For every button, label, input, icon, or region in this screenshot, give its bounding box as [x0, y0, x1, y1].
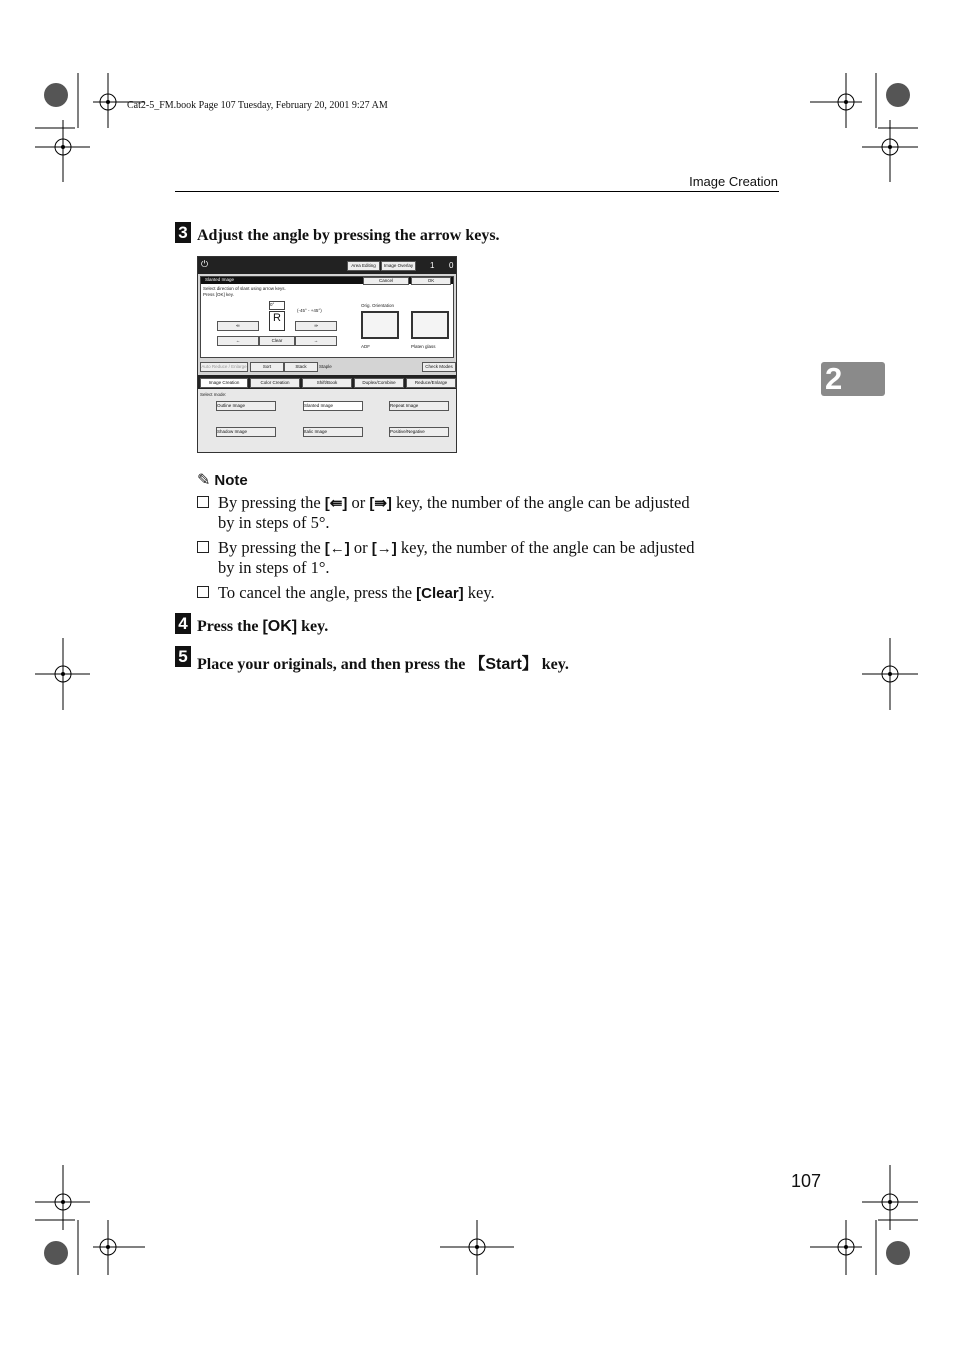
step-text: Press the [OK] key.	[197, 618, 329, 635]
chapter-number: 2	[825, 361, 843, 396]
copier-screen-illustration	[197, 256, 457, 453]
panel-title: Slanted Image	[205, 277, 235, 282]
cancel-button: Cancel	[363, 277, 409, 285]
tab-color-creation: Color Creation	[250, 378, 300, 388]
tab-duplex-combine: Duplex/Combine	[354, 378, 404, 388]
angle-range: (-45° - +45°)	[297, 308, 322, 313]
instruction-line-1: Select direction of slant using arrow keys.	[203, 286, 286, 291]
key-arrow-left-5: [⇚]	[324, 495, 348, 512]
stack-button: Stack	[284, 362, 318, 372]
mode-selection-area	[198, 389, 456, 452]
step-number: 5	[175, 646, 191, 667]
step-number: 3	[175, 222, 191, 243]
tab-image-creation: Image Creation	[200, 378, 248, 388]
r-letter-icon: R	[269, 311, 285, 331]
orig-orientation-label: Orig. Orientation	[361, 303, 395, 308]
image-overlay-button: Image Overlay	[381, 261, 416, 271]
chapter-tab	[821, 362, 885, 396]
platen-orientation-icon	[411, 311, 449, 339]
checkbox-icon	[197, 586, 209, 598]
italic-image-button: Italic Image	[303, 427, 363, 437]
key-arrow-right-5: [⇛]	[369, 495, 392, 512]
counter-left: 1	[430, 261, 435, 270]
shadow-image-button: Shadow Image	[216, 427, 276, 437]
platen-label: Platen glass	[411, 344, 436, 349]
running-head: Image Creation	[689, 174, 778, 189]
arrow-left-1-button: ←	[217, 336, 259, 346]
adf-label: ADF	[361, 344, 370, 349]
arrow-left-5-button: ⇚	[217, 321, 259, 331]
ok-button: OK	[411, 277, 451, 285]
step-number: 4	[175, 613, 191, 634]
arrow-right-1-button: →	[295, 336, 337, 346]
slanted-image-panel	[200, 276, 454, 358]
repeat-image-button: Repeat Image	[389, 401, 449, 411]
checkbox-icon	[197, 541, 209, 553]
power-icon: ⏻	[201, 259, 209, 269]
note-title: Note	[214, 472, 248, 489]
counter-right: 0	[449, 261, 454, 270]
pencil-icon: ✎	[197, 472, 211, 489]
key-arrow-left-1: [←]	[324, 540, 350, 557]
select-mode-label: Select mode:	[200, 392, 227, 397]
adf-orientation-icon	[361, 311, 399, 339]
check-modes-button: Check Modes	[422, 362, 456, 372]
page-number: 107	[791, 1171, 822, 1191]
outline-image-button: Outline Image	[216, 401, 276, 411]
key-arrow-right-1: [→]	[371, 540, 397, 557]
print-info-line: Cat2-5_FM.book Page 107 Tuesday, February 20, 2001 9:27 AM	[127, 100, 388, 111]
note-item: By pressing the [←] or [→] key, the number of the angle can be adjusted by in steps of 1°.	[197, 538, 779, 558]
angle-value: 0°	[269, 301, 285, 310]
arrow-right-5-button: ⇛	[295, 321, 337, 331]
checkbox-icon	[197, 496, 209, 508]
area-editing-button: Area Editing	[347, 261, 380, 271]
slanted-image-button: Slanted Image	[303, 401, 363, 411]
step-text: Adjust the angle by pressing the arrow keys.	[197, 227, 500, 244]
header-rule	[175, 191, 779, 192]
step-text: Place your originals, and then press the 【Start】 key.	[197, 656, 569, 673]
sort-button: Sort	[250, 362, 284, 372]
screen-tab-bar	[198, 375, 456, 389]
staple-label: Staple	[319, 364, 332, 369]
auto-reduce-button: Auto Reduce / Enlarge	[200, 362, 248, 372]
instruction-line-2: Press [OK] key.	[203, 292, 234, 297]
note-item: By pressing the [⇚] or [⇛] key, the number of the angle can be adjusted by in steps of 5°.	[197, 493, 779, 513]
key-clear: [Clear]	[416, 585, 464, 602]
key-ok: [OK]	[262, 618, 298, 635]
note-item: To cancel the angle, press the [Clear] key.	[197, 583, 779, 603]
tab-shift-book: Shift/Book	[302, 378, 352, 388]
clear-button: Clear	[259, 336, 295, 346]
note-heading	[197, 470, 248, 490]
positive-negative-button: Positive/Negative	[389, 427, 449, 437]
tab-reduce-enlarge: Reduce/Enlarge	[406, 378, 456, 388]
key-start: 【Start】	[469, 656, 538, 673]
screen-top-bar	[198, 257, 456, 274]
